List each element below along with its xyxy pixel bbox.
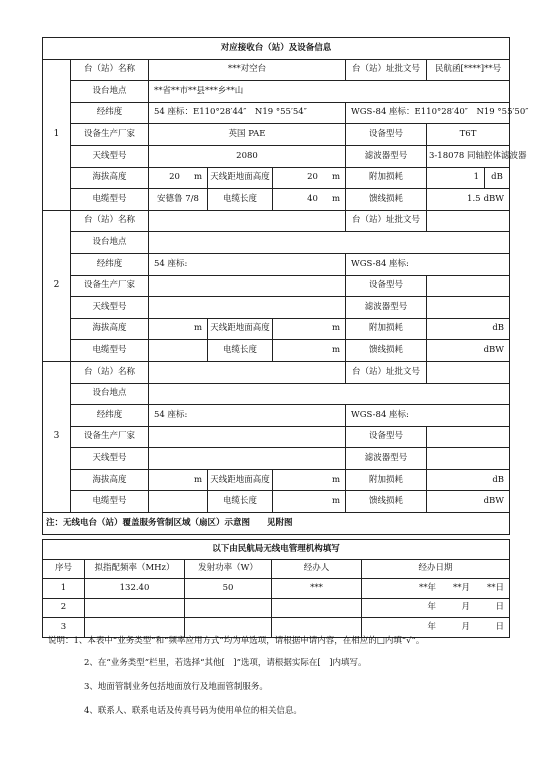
extra-loss-value[interactable]: dB bbox=[427, 469, 510, 491]
section2-title: 以下由民航局无线电管理机构填写 bbox=[43, 540, 510, 560]
label-equipment-model: 设备型号 bbox=[346, 275, 427, 297]
equipment-model-value[interactable]: T6T bbox=[427, 124, 510, 146]
frequency-assignment-table bbox=[42, 539, 510, 638]
row-handler[interactable]: *** bbox=[272, 579, 362, 599]
label-approval-no: 台（站）址批文号 bbox=[346, 361, 427, 383]
unit-m: m bbox=[193, 172, 202, 183]
note-4: 4、联系人、联系电话及传真号码为使用单位的相关信息。 bbox=[84, 706, 302, 716]
label-filter-model: 滤波器型号 bbox=[346, 297, 427, 319]
station-number: 1 bbox=[43, 59, 71, 210]
label-station-name: 台（站）名称 bbox=[71, 59, 149, 81]
table-row bbox=[43, 598, 510, 618]
altitude-value[interactable] bbox=[149, 167, 208, 189]
row-power[interactable]: 50 bbox=[185, 579, 272, 599]
cable-model-value[interactable] bbox=[149, 491, 208, 513]
cable-length-value[interactable]: m bbox=[273, 491, 346, 513]
label-antenna-model: 天线型号 bbox=[71, 448, 149, 470]
header-frequency: 拟指配频率（MHz） bbox=[85, 559, 185, 579]
row-frequency[interactable] bbox=[85, 618, 185, 638]
row-frequency[interactable]: 132.40 bbox=[85, 579, 185, 599]
extra-loss-value[interactable]: dB bbox=[427, 318, 510, 340]
label-coords: 经纬度 bbox=[71, 102, 149, 124]
row-power[interactable] bbox=[185, 618, 272, 638]
label-antenna-model: 天线型号 bbox=[71, 297, 149, 319]
note-2: 2、在“业务类型”栏里，若选择“其他[ ]”选项，请根据实际在[ ]内填写。 bbox=[84, 658, 367, 668]
label-cable-model: 电缆型号 bbox=[71, 491, 149, 513]
note-3: 3、地面管制业务包括地面放行及地面管制服务。 bbox=[84, 682, 268, 692]
label-manufacturer: 设备生产厂家 bbox=[71, 426, 149, 448]
station-number: 3 bbox=[43, 361, 71, 512]
label-equipment-model: 设备型号 bbox=[346, 124, 427, 146]
cable-length-number: 40 bbox=[307, 193, 318, 204]
label-location: 设台地点 bbox=[71, 232, 149, 254]
location-value[interactable]: **省**市**县***乡**山 bbox=[149, 81, 510, 103]
altitude-value[interactable]: m bbox=[149, 318, 208, 340]
station-name-value[interactable] bbox=[149, 361, 346, 383]
label-extra-loss: 附加损耗 bbox=[346, 318, 427, 340]
manufacturer-value[interactable] bbox=[149, 275, 346, 297]
filter-model-value[interactable]: 3-18078 同轴腔体滤波器 bbox=[427, 145, 510, 167]
label-altitude: 海拔高度 bbox=[71, 469, 149, 491]
antenna-model-value[interactable]: 2080 bbox=[149, 145, 346, 167]
antenna-model-value[interactable] bbox=[149, 448, 346, 470]
station-number: 2 bbox=[43, 210, 71, 361]
unit-m: m bbox=[331, 172, 340, 183]
unit-m: m bbox=[331, 193, 340, 204]
equipment-model-value[interactable] bbox=[427, 275, 510, 297]
altitude-number: 20 bbox=[169, 172, 180, 183]
row-frequency[interactable] bbox=[85, 598, 185, 618]
label-extra-loss: 附加损耗 bbox=[346, 469, 427, 491]
header-handler: 经办人 bbox=[272, 559, 362, 579]
filter-model-value[interactable] bbox=[427, 448, 510, 470]
station-info-table bbox=[42, 37, 529, 535]
label-cable-model: 电缆型号 bbox=[71, 340, 149, 362]
wgs84-value[interactable]: WGS-84 座标: bbox=[346, 253, 510, 275]
antenna-height-value[interactable] bbox=[273, 167, 346, 189]
manufacturer-value[interactable]: 英国 PAE bbox=[149, 124, 346, 146]
label-antenna-height: 天线距地面高度 bbox=[208, 167, 273, 189]
label-antenna-height: 天线距地面高度 bbox=[208, 318, 273, 340]
label-filter-model: 滤波器型号 bbox=[346, 448, 427, 470]
approval-no-value[interactable]: 民航函[****]**号 bbox=[427, 59, 510, 81]
wgs84-value[interactable]: WGS-84 座标：E110°28′40″ N19 °55′50″ bbox=[346, 102, 510, 124]
label-coords: 经纬度 bbox=[71, 405, 149, 427]
coord54-value[interactable]: 54 座标: bbox=[149, 253, 346, 275]
label-location: 设台地点 bbox=[71, 383, 149, 405]
label-cable-length: 电缆长度 bbox=[208, 491, 273, 513]
antenna-height-number: 20 bbox=[307, 172, 318, 183]
location-value[interactable] bbox=[149, 383, 510, 405]
label-cable-length: 电缆长度 bbox=[208, 189, 273, 211]
cable-model-value[interactable] bbox=[149, 340, 208, 362]
feeder-loss-value[interactable]: dBW bbox=[427, 340, 510, 362]
label-feeder-loss: 馈线损耗 bbox=[346, 491, 427, 513]
label-approval-no: 台（站）址批文号 bbox=[346, 210, 427, 232]
label-antenna-model: 天线型号 bbox=[71, 145, 149, 167]
station-name-value[interactable]: ***对空台 bbox=[149, 59, 346, 81]
table-row bbox=[43, 579, 510, 599]
location-value[interactable] bbox=[149, 232, 510, 254]
station-name-value[interactable] bbox=[149, 210, 346, 232]
wgs84-value[interactable]: WGS-84 座标: bbox=[346, 405, 510, 427]
antenna-height-value[interactable]: m bbox=[273, 469, 346, 491]
label-altitude: 海拔高度 bbox=[71, 318, 149, 340]
row-date[interactable]: 年 月 日 bbox=[362, 618, 510, 638]
label-antenna-height: 天线距地面高度 bbox=[208, 469, 273, 491]
row-no: 3 bbox=[43, 618, 85, 638]
altitude-value[interactable]: m bbox=[149, 469, 208, 491]
approval-no-value[interactable] bbox=[427, 361, 510, 383]
cable-length-value[interactable]: m bbox=[273, 340, 346, 362]
coverage-note: 注：无线电台（站）覆盖服务管制区域（扇区）示意图 见附图 bbox=[43, 513, 510, 535]
row-handler[interactable] bbox=[272, 598, 362, 618]
label-feeder-loss: 馈线损耗 bbox=[346, 340, 427, 362]
extra-loss-value[interactable]: 1 bbox=[427, 167, 485, 189]
approval-no-value[interactable] bbox=[427, 210, 510, 232]
unit-db: dB bbox=[485, 167, 510, 189]
label-cable-model: 电缆型号 bbox=[71, 189, 149, 211]
label-location: 设台地点 bbox=[71, 81, 149, 103]
label-manufacturer: 设备生产厂家 bbox=[71, 275, 149, 297]
label-station-name: 台（站）名称 bbox=[71, 361, 149, 383]
antenna-height-value[interactable]: m bbox=[273, 318, 346, 340]
label-station-name: 台（站）名称 bbox=[71, 210, 149, 232]
label-altitude: 海拔高度 bbox=[71, 167, 149, 189]
label-coords: 经纬度 bbox=[71, 253, 149, 275]
row-handler[interactable] bbox=[272, 618, 362, 638]
row-date[interactable]: 年 月 日 bbox=[362, 598, 510, 618]
label-feeder-loss: 馈线损耗 bbox=[346, 189, 427, 211]
antenna-model-value[interactable] bbox=[149, 297, 346, 319]
label-extra-loss: 附加损耗 bbox=[346, 167, 427, 189]
header-date: 经办日期 bbox=[362, 559, 510, 579]
cable-length-value[interactable] bbox=[273, 189, 346, 211]
manufacturer-value[interactable] bbox=[149, 426, 346, 448]
row-no: 1 bbox=[43, 579, 85, 599]
unit-dbw: dBW bbox=[483, 193, 505, 204]
equipment-model-value[interactable] bbox=[427, 426, 510, 448]
coord54-value[interactable]: 54 座标: bbox=[149, 405, 346, 427]
note-1: 说明：1、本表中“业务类型”和“频率应用方式”均为单选项，请根据申请内容，在相应的□内填“√”。 bbox=[48, 636, 425, 646]
table-row bbox=[43, 618, 510, 638]
section-title: 对应接收台（站）及设备信息 bbox=[43, 38, 510, 60]
row-no: 2 bbox=[43, 598, 85, 618]
label-cable-length: 电缆长度 bbox=[208, 340, 273, 362]
label-manufacturer: 设备生产厂家 bbox=[71, 124, 149, 146]
row-power[interactable] bbox=[185, 598, 272, 618]
coord54-value[interactable]: 54 座标：E110°28′44″ N19 °55′54″ bbox=[149, 102, 346, 124]
filter-model-value[interactable] bbox=[427, 297, 510, 319]
label-filter-model: 滤波器型号 bbox=[346, 145, 427, 167]
label-equipment-model: 设备型号 bbox=[346, 426, 427, 448]
header-power: 发射功率（W） bbox=[185, 559, 272, 579]
feeder-loss-value[interactable] bbox=[427, 189, 510, 211]
row-date[interactable]: **年 **月 **日 bbox=[362, 579, 510, 599]
cable-model-value[interactable]: 安德鲁 7/8 bbox=[149, 189, 208, 211]
feeder-loss-value[interactable]: dBW bbox=[427, 491, 510, 513]
label-approval-no: 台（站）址批文号 bbox=[346, 59, 427, 81]
header-no: 序号 bbox=[43, 559, 85, 579]
feeder-loss-number: 1.5 bbox=[467, 193, 481, 204]
